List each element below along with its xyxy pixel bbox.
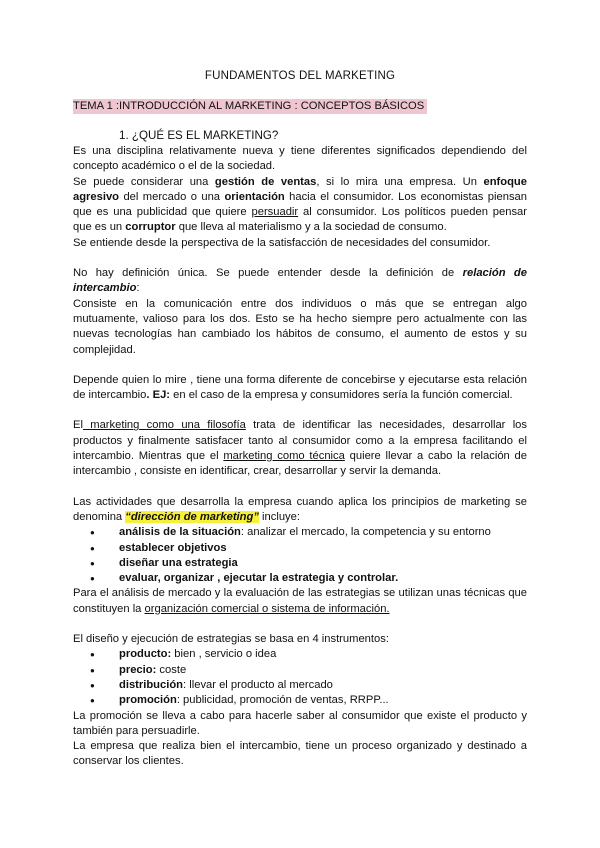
list-item: ● distribución: llevar el producto al mercado xyxy=(73,678,527,693)
list-item: ● promoción: publicidad, promoción de ventas, RRPP... xyxy=(73,693,527,708)
paragraph-depends: Depende quien lo mire , tiene una forma diferente de concebirse y ejecutarse esta relación de intercambio. EJ: en el caso de la empresa y consumidores sería la función comercial. xyxy=(73,373,527,402)
section-heading: 1. ¿QUÉ ES EL MARKETING? xyxy=(119,129,279,142)
list-item: ● análisis de la situación: analizar el mercado, la competencia y su entorno xyxy=(73,525,527,540)
paragraph-instruments: El diseño y ejecución de estrategias se basa en 4 instrumentos: xyxy=(73,633,389,646)
paragraph-satisfaction: Se entiende desde la perspectiva de la satisfacción de necesidades del consumidor. xyxy=(73,236,491,249)
list-item: ● evaluar, organizar , ejecutar la estrategia y controlar. xyxy=(73,571,527,586)
topic-heading: TEMA 1 :INTRODUCCIÓN AL MARKETING : CONCEPTOS BÁSICOS xyxy=(73,99,427,114)
list-item: ● establecer objetivos xyxy=(73,541,527,556)
paragraph-activities: Las actividades que desarrolla la empresa cuando aplica los principios de marketing se denomina “dirección de marketing” incluye: xyxy=(73,495,527,523)
instruments-list xyxy=(73,647,527,708)
paragraph-promotion: La promoción se lleva a cabo para hacerle saber al consumidor que existe el producto y también para persuadirle. xyxy=(73,709,527,737)
document-body xyxy=(73,70,527,770)
list-item: ● precio: coste xyxy=(73,663,527,678)
paragraph-no-definition: No hay definición única. Se puede entender desde la definición de relación de intercambio: xyxy=(73,267,527,295)
list-item: ● producto: bien , servicio o idea xyxy=(73,647,527,662)
paragraph-exchange: Consiste en la comunicación entre dos individuos o más que se entregan algo mutuamente, valioso para los dos. Esto se ha hecho siempre pero actualmente con las nuevas tecnologías han cambiado los hábitos de consumo, el aumento de estos y su complejidad. xyxy=(73,297,527,356)
marketing-direction-list xyxy=(73,525,527,586)
paragraph-philosophy: El marketing como una filosofía trata de identificar las necesidades, desarrollar los productos y finalmente satisfacer tanto al consumidor como a la empresa facilitando el intercambio. Mientras que el marketing como técnica quiere llevar a cabo la relación de intercambio , consiste en identificar, crear, desarrollar y servir la demanda. xyxy=(73,419,527,478)
paragraph-conclusion: La empresa que realiza bien el intercambio, tiene un proceso organizado y destinado a conservar los clientes. xyxy=(73,740,527,768)
list-item: ● diseñar una estrategia xyxy=(73,556,527,571)
paragraph-analysis: Para el análisis de mercado y la evaluación de las estrategias se utilizan unas técnicas que constituyen la organización comercial o sistema de información. xyxy=(73,587,527,615)
paragraph-perspectives: Se puede considerar una gestión de ventas, si lo mira una empresa. Un enfoque agresivo del mercado o una orientación hacia el consumidor. Los economistas piensan que es una publicidad que quiere persuadir al consumidor. Los políticos pueden pensar que es un corruptor que lleva al materialismo y a la sociedad de consumo. xyxy=(73,175,528,234)
document-title: FUNDAMENTOS DEL MARKETING xyxy=(204,70,396,82)
paragraph-definition: Es una disciplina relativamente nueva y tiene diferentes significados dependiendo del concepto académico o el de la sociedad. xyxy=(73,145,527,173)
